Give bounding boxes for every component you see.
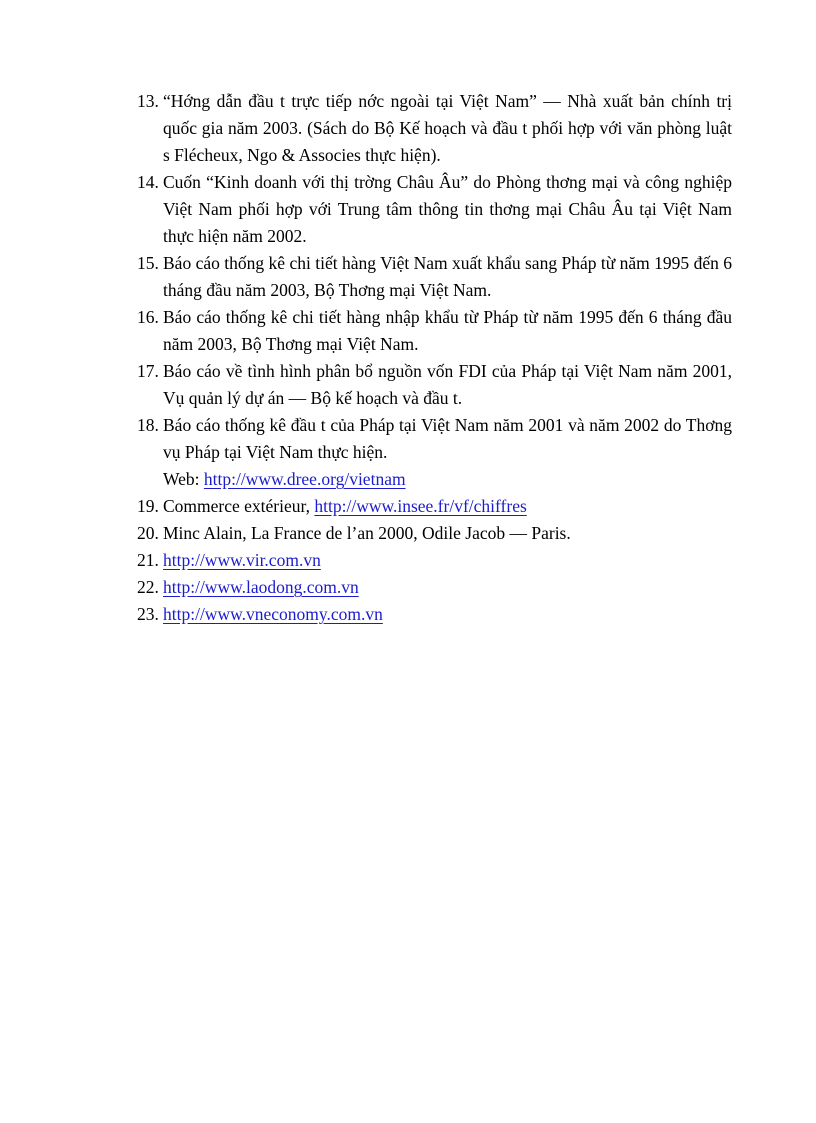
reference-item-16 [137, 304, 732, 358]
reference-item-18 [137, 412, 732, 493]
reference-item-19 [137, 493, 732, 520]
reference-body [163, 412, 732, 493]
reference-text: “Hớng dẫn đầu t trực tiếp nớc ngoài tại Việt Nam” — Nhà xuất bản chính trị quốc gia năm 2003. (Sách do Bộ Kế hoạch và đầu t phối hợp với văn phòng luật s Flécheux, Ngo & Associes thực hiện). [163, 91, 732, 165]
reference-text: Báo cáo về tình hình phân bổ nguồn vốn FDI của Pháp tại Việt Nam năm 2001, Vụ quản lý dự án — Bộ kế hoạch và đầu t. [163, 361, 732, 408]
reference-item-22 [137, 574, 732, 601]
reference-text: Commerce extérieur, [163, 496, 315, 516]
reference-number: 23. [137, 604, 159, 624]
vneconomy-link[interactable]: http://www.vneconomy.com.vn [163, 604, 383, 624]
reference-number: 15. [137, 253, 159, 273]
reference-text: Báo cáo thống kê chi tiết hàng Việt Nam xuất khẩu sang Pháp từ năm 1995 đến 6 tháng đầu năm 2003, Bộ Thơng mại Việt Nam. [163, 253, 732, 300]
reference-item-13 [137, 88, 732, 169]
insee-link[interactable]: http://www.insee.fr/vf/chiffres [314, 496, 527, 516]
reference-text: Minc Alain, La France de l’an 2000, Odile Jacob — Paris. [163, 523, 571, 543]
web-label: Web: [163, 469, 204, 489]
reference-item-17 [137, 358, 732, 412]
reference-body [163, 601, 732, 628]
reference-item-23 [137, 601, 732, 628]
reference-number: 16. [137, 307, 159, 327]
reference-number: 18. [137, 415, 159, 435]
reference-number: 21. [137, 550, 159, 570]
reference-text: Cuốn “Kinh doanh với thị trờng Châu Âu” do Phòng thơng mại và công nghiệp Việt Nam phối hợp với Trung tâm thông tin thơng mại Châu Âu tại Việt Nam thực hiện năm 2002. [163, 172, 732, 246]
reference-item-21 [137, 547, 732, 574]
reference-number: 17. [137, 361, 159, 381]
reference-number: 20. [137, 523, 159, 543]
reference-number: 14. [137, 172, 159, 192]
reference-web-line [163, 466, 732, 493]
vir-link[interactable]: http://www.vir.com.vn [163, 550, 321, 570]
reference-item-14 [137, 169, 732, 250]
reference-number: 22. [137, 577, 159, 597]
reference-item-20 [137, 520, 732, 547]
reference-item-15 [137, 250, 732, 304]
reference-number: 13. [137, 91, 159, 111]
reference-text: Báo cáo thống kê đầu t của Pháp tại Việt Nam năm 2001 và năm 2002 do Thơng vụ Pháp tại Việt Nam thực hiện. [163, 415, 732, 462]
reference-list [137, 88, 732, 628]
reference-body [163, 574, 732, 601]
reference-body [163, 493, 732, 520]
reference-text: Báo cáo thống kê chi tiết hàng nhập khẩu từ Pháp từ năm 1995 đến 6 tháng đầu năm 2003, Bộ Thơng mại Việt Nam. [163, 307, 732, 354]
dree-link[interactable]: http://www.dree.org/vietnam [203, 469, 406, 489]
laodong-link[interactable]: http://www.laodong.com.vn [163, 577, 359, 597]
reference-body [163, 547, 732, 574]
reference-number: 19. [137, 496, 159, 516]
